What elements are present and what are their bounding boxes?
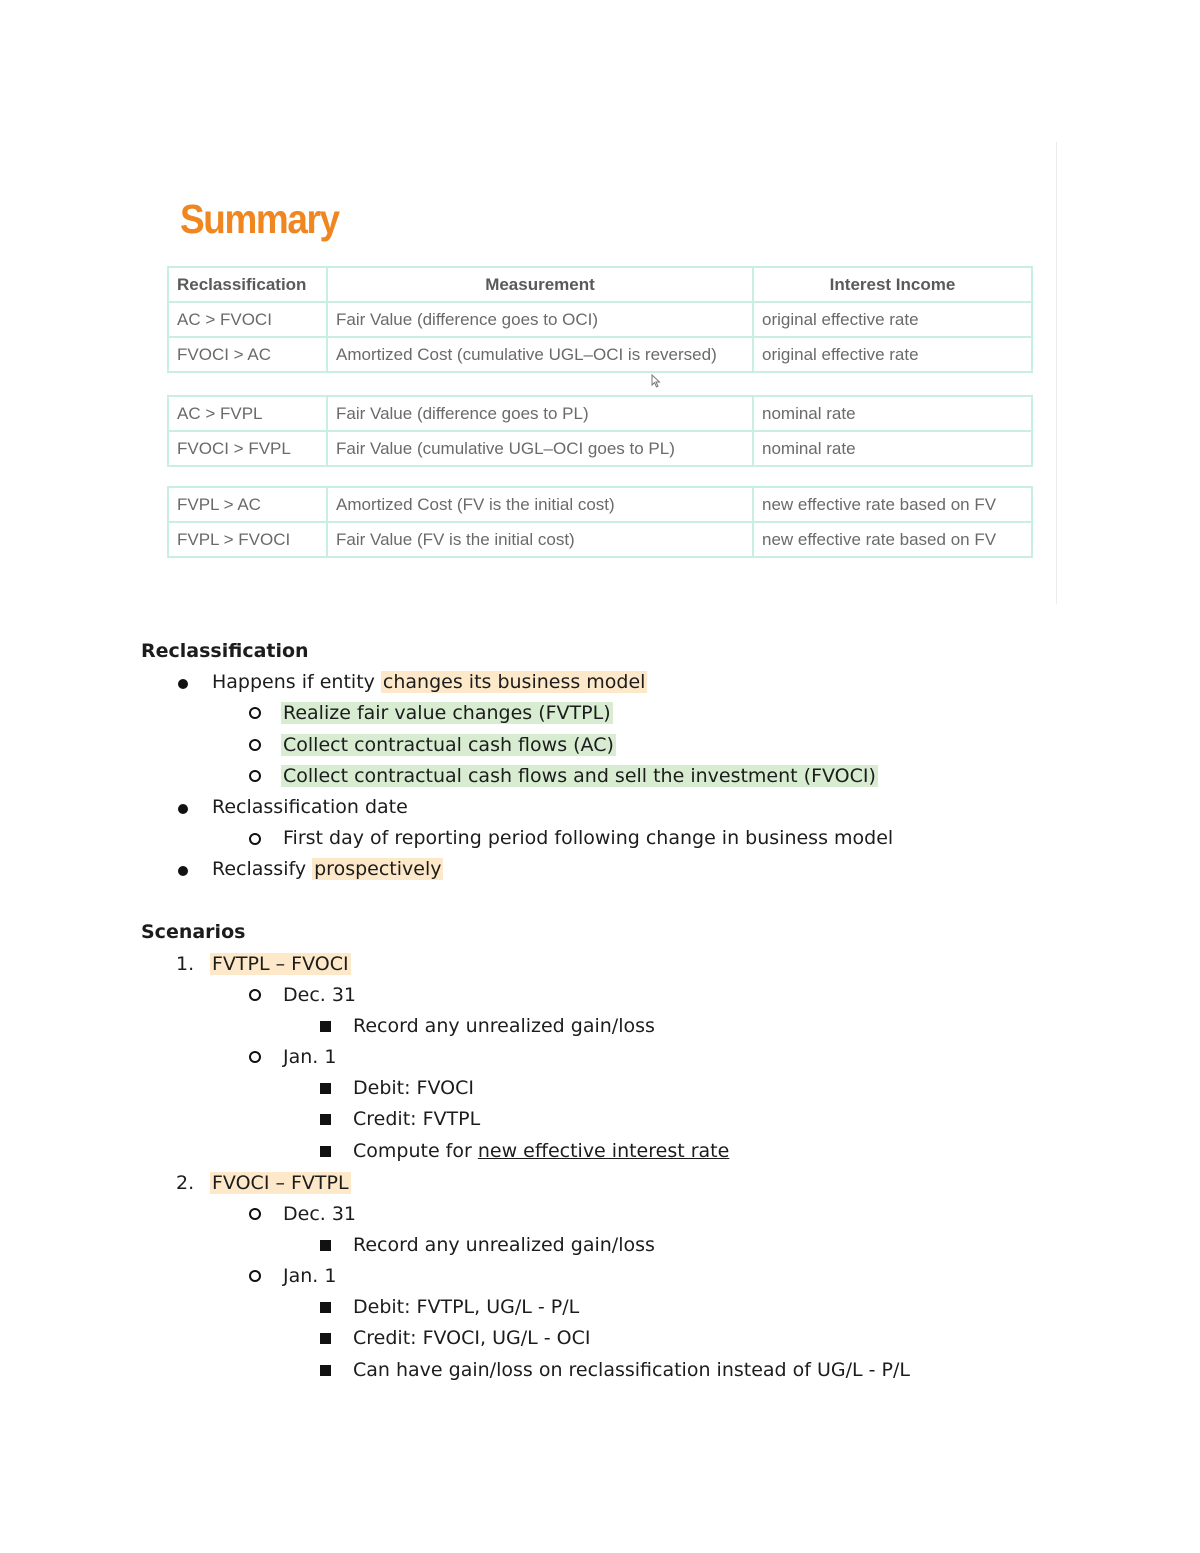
bullet-circle-icon [249, 982, 261, 1008]
bullet-disc-icon [178, 795, 188, 821]
bullet-circle-icon [249, 763, 261, 789]
list-item: Jan. 1 [283, 1265, 337, 1287]
list-item: First day of reporting period following change in business model [283, 827, 894, 849]
list-item: Debit: FVTPL, UG/L - P/L [353, 1296, 580, 1318]
cell-interest-income: new effective rate based on FV [753, 522, 1032, 557]
summary-title: Summary [180, 196, 339, 242]
highlight-text: Collect contractual cash flows (AC) [283, 734, 614, 756]
list-item: Record any unrealized gain/loss [353, 1015, 655, 1037]
page-edge-divider [1056, 142, 1057, 604]
bullet-square-icon [320, 1106, 331, 1132]
scenario-title [210, 1170, 351, 1196]
reclassification-heading: Reclassification [141, 640, 309, 662]
bullet-square-icon [320, 1013, 331, 1039]
bullet-square-icon [320, 1232, 331, 1258]
cell-reclassification: FVOCI > AC [168, 337, 327, 372]
list-item [212, 669, 647, 695]
list-item-text: Reclassify [212, 858, 313, 880]
list-item-text: Happens if entity [212, 671, 381, 693]
bullet-circle-icon [249, 700, 261, 726]
highlight-text: FVOCI – FVTPL [212, 1172, 349, 1194]
list-item: Credit: FVOCI, UG/L - OCI [353, 1327, 591, 1349]
list-item: Can have gain/loss on reclassification instead of UG/L - P/L [353, 1359, 910, 1381]
cell-reclassification: AC > FVPL [168, 396, 327, 431]
list-item: Jan. 1 [283, 1046, 337, 1068]
list-item [281, 700, 613, 726]
list-item [212, 856, 443, 882]
bullet-disc-icon [178, 670, 188, 696]
scenarios-heading: Scenarios [141, 921, 246, 943]
cell-interest-income: nominal rate [753, 431, 1032, 466]
cell-reclassification: AC > FVOCI [168, 302, 327, 337]
underlined-text: new effective interest rate [477, 1140, 730, 1162]
bullet-circle-icon [249, 732, 261, 758]
list-number: 2. [176, 1172, 195, 1194]
list-item [281, 763, 878, 789]
cell-measurement: Fair Value (cumulative UGL–OCI goes to PL) [327, 431, 753, 466]
table-row [168, 396, 1032, 431]
scenario-title [210, 951, 351, 977]
table-row [168, 337, 1032, 372]
cell-measurement: Fair Value (FV is the initial cost) [327, 522, 753, 557]
bullet-circle-icon [249, 826, 261, 852]
cell-interest-income: nominal rate [753, 396, 1032, 431]
list-item [353, 1138, 729, 1164]
cell-interest-income: original effective rate [753, 302, 1032, 337]
bullet-square-icon [320, 1075, 331, 1101]
cell-interest-income: new effective rate based on FV [753, 487, 1032, 522]
list-item: Dec. 31 [283, 984, 357, 1006]
header-measurement: Measurement [327, 267, 753, 302]
mouse-pointer-icon [651, 374, 661, 388]
cell-measurement: Fair Value (difference goes to PL) [327, 396, 753, 431]
bullet-square-icon [320, 1294, 331, 1320]
bullet-circle-icon [249, 1201, 261, 1227]
cell-reclassification: FVOCI > FVPL [168, 431, 327, 466]
table-row [168, 431, 1032, 466]
list-item: Dec. 31 [283, 1203, 357, 1225]
bullet-square-icon [320, 1325, 331, 1351]
cell-reclassification: FVPL > FVOCI [168, 522, 327, 557]
cell-measurement: Amortized Cost (FV is the initial cost) [327, 487, 753, 522]
bullet-circle-icon [249, 1263, 261, 1289]
summary-table-group-1 [167, 266, 1033, 373]
summary-table-group-2 [167, 395, 1033, 467]
bullet-circle-icon [249, 1044, 261, 1070]
header-interest-income: Interest Income [753, 267, 1032, 302]
highlight-text: FVTPL – FVOCI [212, 953, 349, 975]
bullet-disc-icon [178, 857, 188, 883]
cell-interest-income: original effective rate [753, 337, 1032, 372]
list-item: Reclassification date [212, 796, 408, 818]
list-item [281, 732, 616, 758]
list-number: 1. [176, 953, 195, 975]
list-item: Record any unrealized gain/loss [353, 1234, 655, 1256]
table-row [168, 302, 1032, 337]
cell-measurement: Fair Value (difference goes to OCI) [327, 302, 753, 337]
highlight-text: changes its business model [382, 671, 646, 693]
table-header-row [168, 267, 1032, 302]
list-item: Debit: FVOCI [353, 1077, 474, 1099]
list-item: Credit: FVTPL [353, 1108, 481, 1130]
table-row [168, 487, 1032, 522]
cell-measurement: Amortized Cost (cumulative UGL–OCI is reversed) [327, 337, 753, 372]
highlight-text: Realize fair value changes (FVTPL) [283, 702, 611, 724]
bullet-square-icon [320, 1138, 331, 1164]
table-row [168, 522, 1032, 557]
bullet-square-icon [320, 1357, 331, 1383]
list-item-text: Compute for [353, 1140, 478, 1162]
highlight-text: Collect contractual cash flows and sell the investment (FVOCI) [283, 765, 876, 787]
cell-reclassification: FVPL > AC [168, 487, 327, 522]
summary-table-group-3 [167, 486, 1033, 558]
highlight-text: prospectively [314, 858, 442, 880]
header-reclassification: Reclassification [168, 267, 327, 302]
